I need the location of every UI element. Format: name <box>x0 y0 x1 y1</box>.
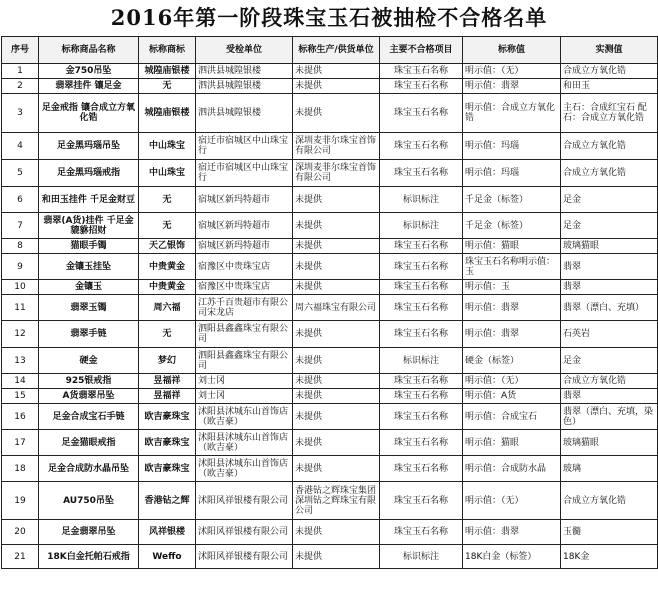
cell-measured-value: 足金 <box>561 213 658 239</box>
cell-producer: 未提供 <box>293 79 380 94</box>
table-header-row <box>2 37 658 64</box>
cell-labeled-value: 明示值：玛瑙 <box>463 160 561 187</box>
cell-producer: 未提供 <box>293 94 380 133</box>
cell-producer: 香港钻之辉珠宝集团深圳钻之辉珠宝有限公司 <box>293 482 380 520</box>
cell-producer: 未提供 <box>293 374 380 389</box>
cell-inspected-unit: 沭阳风祥银楼有限公司 <box>196 520 293 545</box>
cell-inspected-unit: 泗洪县城隍银楼 <box>196 94 293 133</box>
cell-failed-item: 标识标注 <box>380 545 463 569</box>
cell-brand: 欧吉豪珠宝 <box>139 404 196 430</box>
cell-index: 14 <box>2 374 39 389</box>
cell-index: 6 <box>2 187 39 213</box>
cell-product-name: 和田玉挂件 千足金财豆 <box>39 187 139 213</box>
table-row <box>2 187 658 213</box>
table-row <box>2 160 658 187</box>
cell-failed-item: 珠宝玉石名称 <box>380 280 463 295</box>
table-row <box>2 64 658 79</box>
cell-inspected-unit: 泗洪县城隍银楼 <box>196 64 293 79</box>
cell-labeled-value: 明示值：（无） <box>463 374 561 389</box>
table-body <box>2 64 658 569</box>
cell-failed-item: 珠宝玉石名称 <box>380 160 463 187</box>
cell-measured-value: 玻璃 <box>561 456 658 482</box>
cell-measured-value: 合成立方氧化锆 <box>561 160 658 187</box>
cell-brand: 昱福祥 <box>139 374 196 389</box>
cell-index: 11 <box>2 295 39 321</box>
cell-failed-item: 珠宝玉石名称 <box>380 254 463 280</box>
cell-inspected-unit: 沭阳县沭城东山首饰店（欧吉豪） <box>196 456 293 482</box>
cell-labeled-value: 明示值：翡翠 <box>463 295 561 321</box>
cell-inspected-unit: 宿城区新玛特超市 <box>196 213 293 239</box>
cell-product-name: 足金黑玛瑙吊坠 <box>39 133 139 160</box>
table-row <box>2 239 658 254</box>
cell-labeled-value: 珠宝玉石名称明示值：玉 <box>463 254 561 280</box>
cell-failed-item: 标识标注 <box>380 213 463 239</box>
cell-failed-item: 珠宝玉石名称 <box>380 430 463 456</box>
table-row <box>2 79 658 94</box>
cell-labeled-value: 明示值：翡翠 <box>463 321 561 348</box>
cell-brand: 风祥银楼 <box>139 520 196 545</box>
table-row <box>2 133 658 160</box>
cell-failed-item: 珠宝玉石名称 <box>380 321 463 348</box>
cell-failed-item: 珠宝玉石名称 <box>380 94 463 133</box>
cell-measured-value: 合成立方氧化锆 <box>561 64 658 79</box>
table-row <box>2 321 658 348</box>
cell-failed-item: 珠宝玉石名称 <box>380 456 463 482</box>
cell-inspected-unit: 宿迁市宿城区中山珠宝行 <box>196 160 293 187</box>
header-producer: 标称生产/供货单位 <box>293 37 380 64</box>
cell-index: 10 <box>2 280 39 295</box>
cell-product-name: 足金合成防水晶吊坠 <box>39 456 139 482</box>
cell-labeled-value: 明示值：玉 <box>463 280 561 295</box>
cell-product-name: 翡翠玉镯 <box>39 295 139 321</box>
cell-brand: 昱福祥 <box>139 389 196 404</box>
cell-product-name: 18K白金托帕石戒指 <box>39 545 139 569</box>
header-failed-item: 主要不合格项目 <box>380 37 463 64</box>
cell-measured-value: 主石：合成红宝石 配石：合成立方氧化锆 <box>561 94 658 133</box>
cell-inspected-unit: 沭阳风祥银楼有限公司 <box>196 545 293 569</box>
cell-index: 1 <box>2 64 39 79</box>
table-row <box>2 456 658 482</box>
cell-index: 16 <box>2 404 39 430</box>
cell-inspected-unit: 泗阳县鑫鑫珠宝有限公司 <box>196 348 293 374</box>
header-labeled-value: 标称值 <box>463 37 561 64</box>
cell-brand: 天乙银饰 <box>139 239 196 254</box>
cell-product-name: 金750吊坠 <box>39 64 139 79</box>
cell-index: 3 <box>2 94 39 133</box>
cell-inspected-unit: 江苏千百贵超市有限公司宋龙店 <box>196 295 293 321</box>
cell-producer: 周六福珠宝有限公司 <box>293 295 380 321</box>
cell-index: 15 <box>2 389 39 404</box>
cell-brand: 无 <box>139 79 196 94</box>
cell-producer: 未提供 <box>293 321 380 348</box>
table-row <box>2 348 658 374</box>
header-measured-value: 实测值 <box>561 37 658 64</box>
cell-product-name: 猫眼手镯 <box>39 239 139 254</box>
cell-measured-value: 石英岩 <box>561 321 658 348</box>
cell-brand: 中贵黄金 <box>139 254 196 280</box>
cell-measured-value: 翡翠 <box>561 389 658 404</box>
cell-labeled-value: 明示值：玛瑙 <box>463 133 561 160</box>
cell-product-name: 翡翠(A货)挂件 千足金貔貅招财 <box>39 213 139 239</box>
cell-index: 17 <box>2 430 39 456</box>
header-brand: 标称商标 <box>139 37 196 64</box>
cell-measured-value: 玉髓 <box>561 520 658 545</box>
cell-brand: 无 <box>139 187 196 213</box>
cell-measured-value: 翡翠 <box>561 254 658 280</box>
cell-failed-item: 珠宝玉石名称 <box>380 239 463 254</box>
cell-labeled-value: 18K白金（标签） <box>463 545 561 569</box>
cell-failed-item: 标识标注 <box>380 187 463 213</box>
cell-product-name: A货翡翠吊坠 <box>39 389 139 404</box>
cell-brand: 中山珠宝 <box>139 133 196 160</box>
cell-failed-item: 珠宝玉石名称 <box>380 404 463 430</box>
cell-inspected-unit: 泗洪县城隍银楼 <box>196 79 293 94</box>
cell-labeled-value: 千足金（标签） <box>463 187 561 213</box>
table-row <box>2 374 658 389</box>
cell-failed-item: 珠宝玉石名称 <box>380 295 463 321</box>
cell-inspected-unit: 宿豫区中贵珠宝店 <box>196 280 293 295</box>
cell-index: 4 <box>2 133 39 160</box>
cell-failed-item: 珠宝玉石名称 <box>380 482 463 520</box>
cell-brand: 梦幻 <box>139 348 196 374</box>
cell-producer: 未提供 <box>293 404 380 430</box>
cell-measured-value: 和田玉 <box>561 79 658 94</box>
cell-labeled-value: 明示值：（无） <box>463 64 561 79</box>
cell-index: 20 <box>2 520 39 545</box>
table-row <box>2 389 658 404</box>
table-row <box>2 545 658 569</box>
cell-producer: 未提供 <box>293 239 380 254</box>
cell-producer: 未提供 <box>293 64 380 79</box>
cell-measured-value: 翡翠 <box>561 280 658 295</box>
cell-producer: 未提供 <box>293 456 380 482</box>
cell-brand: 无 <box>139 213 196 239</box>
header-product-name: 标称商品名称 <box>39 37 139 64</box>
cell-producer: 未提供 <box>293 348 380 374</box>
cell-brand: 欧吉豪珠宝 <box>139 456 196 482</box>
cell-producer: 未提供 <box>293 520 380 545</box>
cell-producer: 未提供 <box>293 430 380 456</box>
cell-labeled-value: 明示值：合成立方氧化锆 <box>463 94 561 133</box>
cell-index: 7 <box>2 213 39 239</box>
cell-product-name: 翡翠挂件 镶足金 <box>39 79 139 94</box>
cell-brand: 城隍庙银楼 <box>139 64 196 79</box>
table-row <box>2 94 658 133</box>
cell-inspected-unit: 沭阳县沭城东山首饰店（欧吉豪） <box>196 430 293 456</box>
page-title: 2016年第一阶段珠宝玉石被抽检不合格名单 <box>110 5 548 30</box>
table-row <box>2 213 658 239</box>
cell-inspected-unit: 宿迁市宿城区中山珠宝行 <box>196 133 293 160</box>
cell-failed-item: 珠宝玉石名称 <box>380 79 463 94</box>
cell-measured-value: 翡翠（漂白、充填，染色） <box>561 404 658 430</box>
cell-index: 9 <box>2 254 39 280</box>
cell-product-name: 925银戒指 <box>39 374 139 389</box>
cell-product-name: 足金黑玛瑙戒指 <box>39 160 139 187</box>
cell-producer: 未提供 <box>293 545 380 569</box>
cell-inspected-unit: 刘士冈 <box>196 374 293 389</box>
cell-index: 12 <box>2 321 39 348</box>
cell-producer: 深圳麦菲尔珠宝首饰有限公司 <box>293 133 380 160</box>
cell-inspected-unit: 沭阳县沭城东山首饰店（欧吉豪） <box>196 404 293 430</box>
cell-brand: 香港钻之辉 <box>139 482 196 520</box>
cell-measured-value: 玻璃猫眼 <box>561 239 658 254</box>
cell-index: 13 <box>2 348 39 374</box>
cell-labeled-value: 明示值：合成防水晶 <box>463 456 561 482</box>
cell-producer: 深圳麦菲尔珠宝首饰有限公司 <box>293 160 380 187</box>
cell-producer: 未提供 <box>293 389 380 404</box>
results-table <box>1 36 658 569</box>
cell-product-name: 硬金 <box>39 348 139 374</box>
table-row <box>2 404 658 430</box>
cell-labeled-value: 千足金（标签） <box>463 213 561 239</box>
cell-inspected-unit: 宿豫区中贵珠宝店 <box>196 254 293 280</box>
cell-labeled-value: 明示值：猫眼 <box>463 239 561 254</box>
cell-producer: 未提供 <box>293 280 380 295</box>
cell-failed-item: 标识标注 <box>380 348 463 374</box>
cell-product-name: 翡翠手链 <box>39 321 139 348</box>
table-row <box>2 430 658 456</box>
cell-measured-value: 合成立方氧化锆 <box>561 374 658 389</box>
cell-brand: 周六福 <box>139 295 196 321</box>
cell-producer: 未提供 <box>293 213 380 239</box>
cell-labeled-value: 明示值：A货 <box>463 389 561 404</box>
cell-index: 19 <box>2 482 39 520</box>
table-row <box>2 520 658 545</box>
cell-measured-value: 翡翠（漂白、充填） <box>561 295 658 321</box>
cell-measured-value: 足金 <box>561 187 658 213</box>
cell-labeled-value: 明示值：翡翠 <box>463 79 561 94</box>
cell-product-name: AU750吊坠 <box>39 482 139 520</box>
cell-measured-value: 合成立方氧化锆 <box>561 133 658 160</box>
cell-product-name: 足金翡翠吊坠 <box>39 520 139 545</box>
cell-brand: Weffo <box>139 545 196 569</box>
cell-failed-item: 珠宝玉石名称 <box>380 520 463 545</box>
cell-inspected-unit: 宿城区新玛特超市 <box>196 187 293 213</box>
cell-labeled-value: 硬金（标签） <box>463 348 561 374</box>
cell-measured-value: 足金 <box>561 348 658 374</box>
cell-measured-value: 玻璃猫眼 <box>561 430 658 456</box>
cell-index: 18 <box>2 456 39 482</box>
table-row <box>2 254 658 280</box>
cell-brand: 欧吉豪珠宝 <box>139 430 196 456</box>
cell-product-name: 金镶玉 <box>39 280 139 295</box>
cell-producer: 未提供 <box>293 254 380 280</box>
header-index: 序号 <box>2 37 39 64</box>
cell-failed-item: 珠宝玉石名称 <box>380 374 463 389</box>
cell-inspected-unit: 泗阳县鑫鑫珠宝有限公司 <box>196 321 293 348</box>
cell-failed-item: 珠宝玉石名称 <box>380 64 463 79</box>
cell-measured-value: 18K金 <box>561 545 658 569</box>
cell-index: 2 <box>2 79 39 94</box>
cell-brand: 城隍庙银楼 <box>139 94 196 133</box>
cell-measured-value: 合成立方氧化锆 <box>561 482 658 520</box>
cell-product-name: 金镶玉挂坠 <box>39 254 139 280</box>
header-inspected-unit: 受检单位 <box>196 37 293 64</box>
cell-product-name: 足金猫眼戒指 <box>39 430 139 456</box>
cell-product-name: 足金合成宝石手链 <box>39 404 139 430</box>
cell-failed-item: 珠宝玉石名称 <box>380 389 463 404</box>
cell-product-name: 足金戒指 镶合成立方氧化锆 <box>39 94 139 133</box>
table-row <box>2 295 658 321</box>
cell-index: 21 <box>2 545 39 569</box>
cell-index: 8 <box>2 239 39 254</box>
cell-index: 5 <box>2 160 39 187</box>
table-row <box>2 280 658 295</box>
cell-brand: 中贵黄金 <box>139 280 196 295</box>
cell-failed-item: 珠宝玉石名称 <box>380 133 463 160</box>
cell-labeled-value: 明示值：（无） <box>463 482 561 520</box>
cell-brand: 中山珠宝 <box>139 160 196 187</box>
cell-labeled-value: 明示值：合成宝石 <box>463 404 561 430</box>
cell-labeled-value: 明示值：猫眼 <box>463 430 561 456</box>
cell-inspected-unit: 刘士冈 <box>196 389 293 404</box>
cell-producer: 未提供 <box>293 187 380 213</box>
cell-inspected-unit: 沭阳风祥银楼有限公司 <box>196 482 293 520</box>
cell-labeled-value: 明示值：翡翠 <box>463 520 561 545</box>
table-row <box>2 482 658 520</box>
cell-inspected-unit: 宿城区新玛特超市 <box>196 239 293 254</box>
cell-brand: 无 <box>139 321 196 348</box>
